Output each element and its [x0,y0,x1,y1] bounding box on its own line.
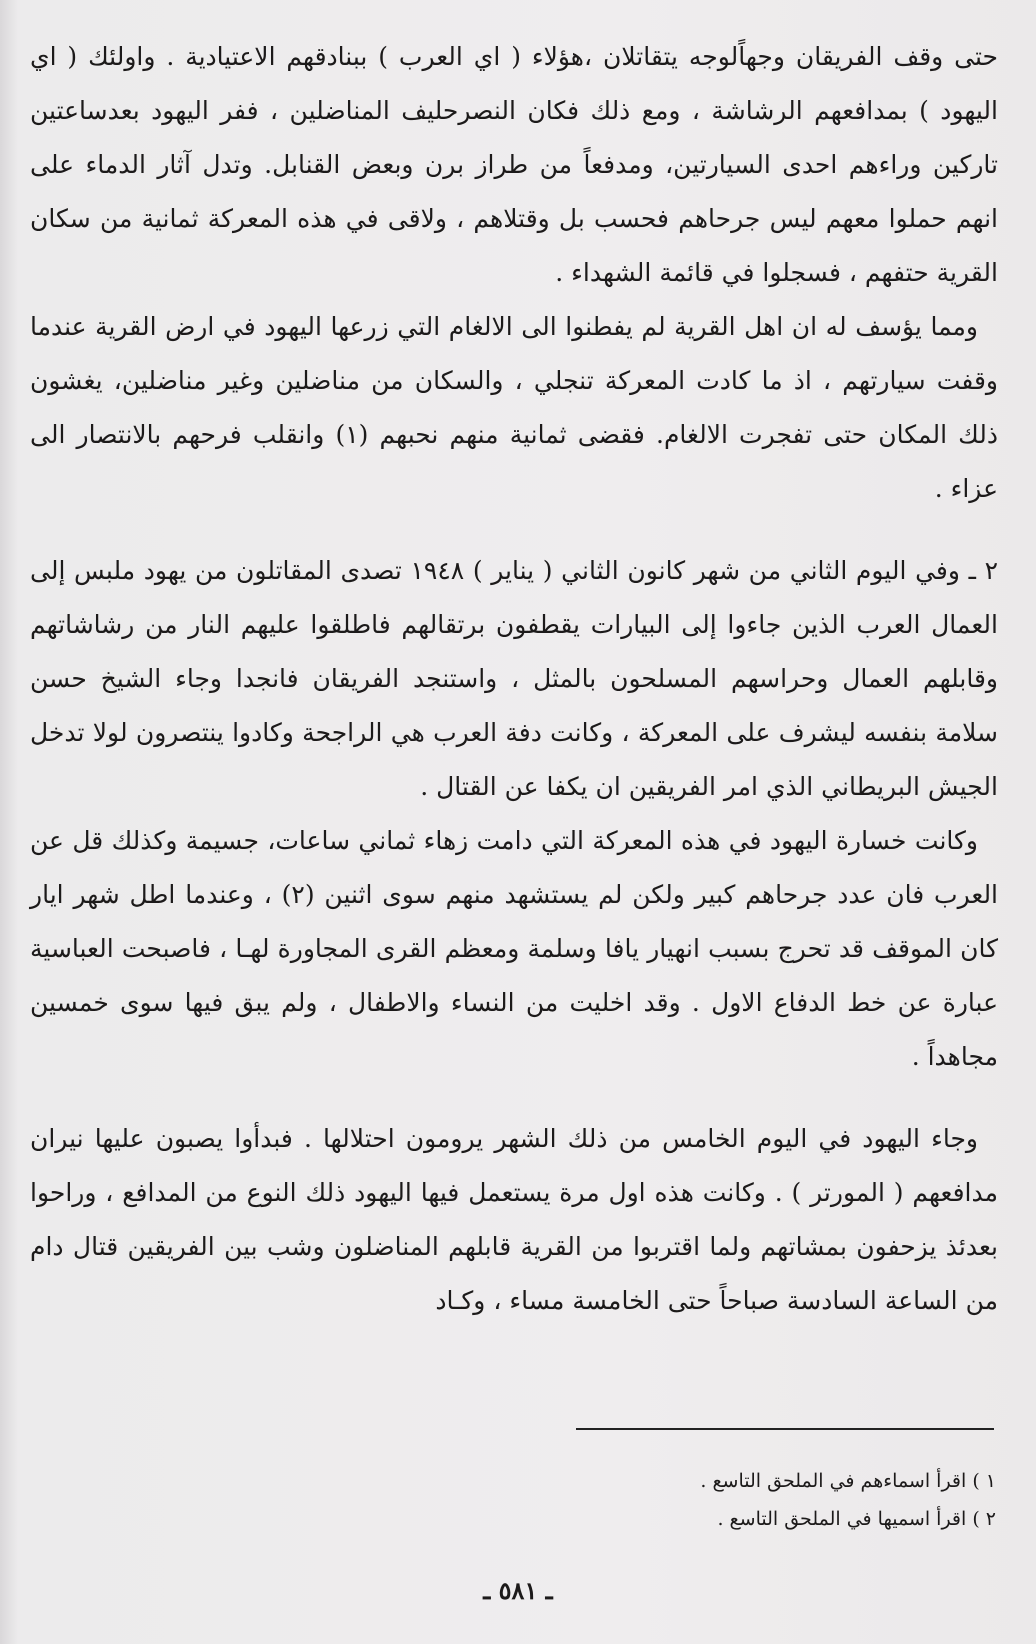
main-text [30,30,998,1328]
paragraph-4: وكانت خسارة اليهود في هذه المعركة التي دامت زهاء ثماني ساعات، جسيمة وكذلك قل عن العرب فان عدد جرحاهم كبير ولكن لم يستشهد منهم سوى اثنين (٢) ، وعندما اطل شهر ايار كان الموقف قد تحرج بسبب انهيار يافا وسلمة ومعظم القرى المجاورة لهـا ، فاصبحت العباسية عبارة عن خط الدفاع الاول . وقد اخليت من النساء والاطفال ، ولم يبق فيها سوى خمسين مجاهداً . [30,826,999,1071]
paragraph-2: ومما يؤسف له ان اهل القرية لم يفطنوا الى الالغام التي زرعها اليهود في ارض القرية عندما وقفت سيارتهم ، اذ ما كادت المعركة تنجلي ، والسكان من مناضلين وغير مناضلين، يغشون ذلك المكان حتى تفجرت الالغام. فقضى ثمانية منهم نحبهم (١) وانقلب فرحهم بالانتصار الى عزاء . [30,312,998,503]
page-number: ـ ٥٨١ ـ [483,1576,553,1605]
footnotes [396,1462,996,1538]
footnote-divider [576,1428,994,1430]
paragraph-5: وجاء اليهود في اليوم الخامس من ذلك الشهر يرومون احتلالها . فبدأوا يصبون عليها نيران مدافعهم ( المورتر ) . وكانت هذه اول مرة يستعمل فيها اليهود ذلك النوع من المدافع ، وراحوا بعدئذ يزحفون بمشاتهم ولما اقتربوا من القرية قابلهم المناضلون وشب بين الفريقين قتال دام من الساعة السادسة صباحاً حتى الخامسة مساء ، وكـاد [30,1124,998,1315]
paragraph-1: حتى وقف الفريقان وجهاًلوجه يتقاتلان ،هؤلاء ( اي العرب ) ببنادقهم الاعتيادية . واولئك ( اي اليهود ) بمدافعهم الرشاشة ، ومع ذلك فكان النصرحليف المناضلين ، ففر اليهود بعدساعتين تاركين وراءهم احدى السيارتين، ومدفعاً من طراز برن وبعض القنابل. وتدل آثار الدماء على انهم حملوا معهم ليس جرحاهم فحسب بل وقتلاهم ، ولاقى في هذه المعركة ثمانية من سكان القرية حتفهم ، فسجلوا في قائمة الشهداء . [30,42,998,287]
footnote-1: ١ ) اقرأ اسماءهم في الملحق التاسع . [700,1470,996,1492]
paragraph-3: ٢ ـ وفي اليوم الثاني من شهر كانون الثاني ( يناير ) ١٩٤٨ تصدى المقاتلون من يهود ملبس إلى العمال العرب الذين جاءوا إلى البيارات يقطفون برتقالهم فاطلقوا عليهم النار من رشاشاتهم وقابلهم العمال وحراسهم المسلحون بالمثل ، واستنجد الفريقان فانجدا وجاء الشيخ حسن سلامة بنفسه ليشرف على المعركة ، وكانت دفة العرب هي الراجحة وكادوا ينتصرون لولا تدخل الجيش البريطاني الذي امر الفريقين ان يكفا عن القتال . [30,556,998,801]
footnote-2: ٢ ) اقرأ اسميها في الملحق التاسع . [717,1508,996,1530]
